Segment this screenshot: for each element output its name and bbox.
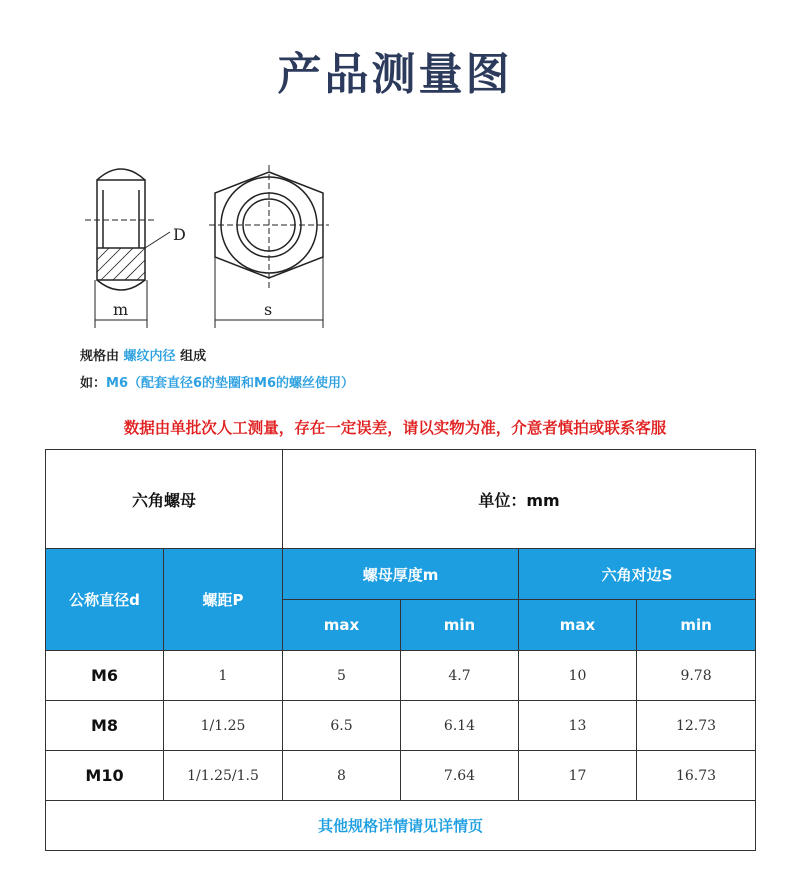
pitch-cell: 1/1.25/1.5 [164,751,283,801]
spec-example [80,372,354,391]
unit-cell: 单位：mm [283,450,756,549]
header-thickness-max: max [283,600,401,651]
width-min-cell: 9.78 [637,651,756,701]
header-width-min: min [637,600,756,651]
spec-table [45,449,755,851]
thickness-min-cell: 6.14 [401,701,519,751]
pitch-cell: 1 [164,651,283,701]
table-row [46,701,756,751]
hatch-area [97,248,145,280]
header-width-across-flats: 六角对边S [519,549,756,600]
spec-highlight: 螺纹内径 [123,349,176,364]
table-footer-note: 其他规格详情请见详情页 [46,801,756,851]
size-cell: M10 [46,751,164,801]
example-highlight: M6（配套直径6的垫圈和M6的螺丝使用） [106,376,355,391]
header-thickness: 螺母厚度m [283,549,519,600]
product-name-cell: 六角螺母 [46,450,283,549]
header-diameter: 公称直径d [46,549,164,651]
size-cell: M8 [46,701,164,751]
example-prefix: 如： [80,376,107,391]
width-max-cell: 13 [519,701,637,751]
spec-explanation [80,345,206,364]
page-title: 产品测量图 [277,49,513,100]
nut-top-view [209,165,329,288]
table-row [46,651,756,701]
dimension-label-m: m [113,300,129,319]
size-cell: M6 [46,651,164,701]
width-min-cell: 16.73 [637,751,756,801]
nut-technical-drawing [75,150,395,335]
header-pitch: 螺距P [164,549,283,651]
measurement-notice: 数据由单批次人工测量，存在一定误差，请以实物为准，介意者慎拍或联系客服 [123,419,667,437]
table-row [46,751,756,801]
thickness-min-cell: 7.64 [401,751,519,801]
width-max-cell: 10 [519,651,637,701]
dimension-label-d: D [173,225,186,244]
header-thickness-min: min [401,600,519,651]
header-width-max: max [519,600,637,651]
spec-prefix: 规格由 [80,349,120,364]
spec-suffix: 组成 [180,349,207,364]
pitch-cell: 1/1.25 [164,701,283,751]
dimension-label-s: s [264,300,273,319]
thickness-max-cell: 5 [283,651,401,701]
width-min-cell: 12.73 [637,701,756,751]
thickness-max-cell: 8 [283,751,401,801]
thickness-max-cell: 6.5 [283,701,401,751]
width-max-cell: 17 [519,751,637,801]
thickness-min-cell: 4.7 [401,651,519,701]
